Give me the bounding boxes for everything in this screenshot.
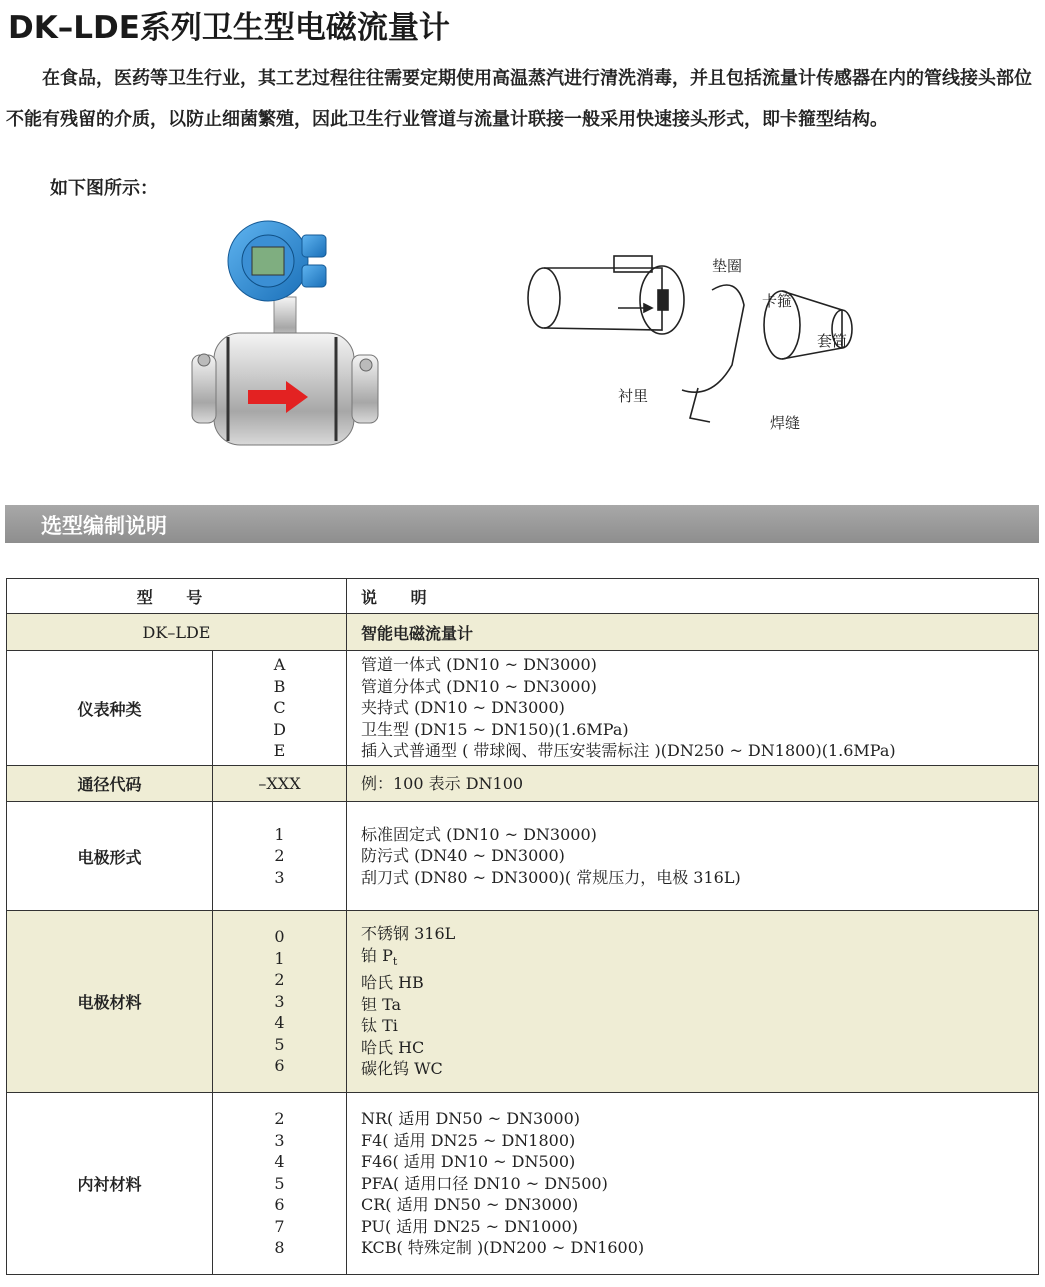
option-desc: 卫生型 (DN15 ~ DN150)(1.6MPa) [361, 719, 629, 739]
option-desc: KCB( 特殊定制 )(DN200 ~ DN1600) [361, 1238, 645, 1258]
option-code: 4 [274, 1152, 285, 1172]
option-code: 7 [274, 1216, 285, 1236]
option-desc: 标准固定式 (DN10 ~ DN3000) [361, 824, 597, 844]
header-desc: 说 明 [347, 579, 1039, 614]
option-desc: 夹持式 (DN10 ~ DN3000) [361, 698, 565, 718]
option-code: 2 [274, 1109, 285, 1129]
option-code: 6 [274, 1056, 285, 1076]
option-code: D [273, 719, 286, 739]
option-code: 5 [274, 1173, 285, 1193]
table-row-electrode-material [7, 911, 1039, 1093]
label-liner: 衬里 [618, 387, 649, 405]
option-code: 3 [274, 1130, 285, 1150]
option-code: –XXX [258, 773, 301, 793]
group-descs [347, 802, 1039, 911]
model-code: DK–LDE [7, 614, 347, 651]
option-code: E [273, 741, 286, 761]
option-code: 3 [274, 991, 285, 1011]
option-desc: F4( 适用 DN25 ~ DN1800) [361, 1130, 576, 1150]
group-codes [213, 1093, 347, 1275]
flowmeter-photo [186, 205, 386, 460]
option-desc: PU( 适用 DN25 ~ DN1000) [361, 1216, 578, 1236]
option-code: 6 [274, 1195, 285, 1215]
table-row-type [7, 651, 1039, 766]
option-desc: CR( 适用 DN50 ~ DN3000) [361, 1195, 579, 1215]
label-gasket: 垫圈 [712, 257, 743, 275]
option-code: 4 [274, 1013, 285, 1033]
option-desc: 管道一体式 (DN10 ~ DN3000) [361, 655, 597, 675]
group-label: 电极材料 [7, 911, 213, 1093]
option-desc: 碳化钨 WC [361, 1059, 443, 1079]
option-code: 1 [274, 824, 285, 844]
group-descs [347, 1093, 1039, 1275]
option-desc: 插入式普通型 ( 带球阀、带压安装需标注 )(DN250 ~ DN1800)(1.6MPa) [361, 741, 896, 761]
option-code: 2 [274, 846, 285, 866]
label-clamp: 卡箍 [762, 292, 793, 310]
model-desc: 智能电磁流量计 [347, 614, 1039, 651]
table-row-bore [7, 766, 1039, 802]
figure-caption: 如下图所示： [50, 178, 158, 199]
group-codes [213, 766, 347, 802]
option-code: 0 [274, 927, 285, 947]
option-desc: F46( 适用 DN10 ~ DN500) [361, 1152, 576, 1172]
option-desc: 刮刀式 (DN80 ~ DN3000)( 常规压力，电极 316L) [361, 867, 741, 887]
table-row-model [7, 614, 1039, 651]
group-label: 内衬材料 [7, 1093, 213, 1275]
option-desc: 钛 Ti [361, 1016, 398, 1036]
table-row-liner-material [7, 1093, 1039, 1275]
group-descs [347, 651, 1039, 766]
group-label: 通径代码 [7, 766, 213, 802]
group-descs [347, 766, 1039, 802]
intro-paragraph: 在食品，医药等卫生行业，其工艺过程往往需要定期使用高温蒸汽进行清洗消毒，并且包括流量计传感器在内的管线接头部位不能有残留的介质，以防止细菌繁殖，因此卫生行业管道与流量计联接一般采用快速接头形式，即卡箍型结构。 [6, 68, 1032, 130]
subscript: t [392, 954, 398, 968]
group-label: 电极形式 [7, 802, 213, 911]
option-code: 8 [274, 1238, 285, 1258]
option-desc: 哈氏 HC [361, 1037, 425, 1057]
section-header-bar [5, 505, 1039, 543]
option-desc: 管道分体式 (DN10 ~ DN3000) [361, 676, 597, 696]
group-label: 仪表种类 [7, 651, 213, 766]
section-title: 选型编制说明 [41, 514, 167, 538]
option-desc: 铂 $P_t$ [361, 945, 398, 968]
option-code: 3 [274, 867, 285, 887]
table-header-row [7, 579, 1039, 614]
option-code: A [273, 655, 286, 675]
group-descs [347, 911, 1039, 1093]
option-code: 1 [274, 948, 285, 968]
option-desc: 不锈钢 316L [361, 924, 456, 944]
option-desc: NR( 适用 DN50 ~ DN3000) [361, 1109, 581, 1129]
option-desc: 例：100 表示 DN100 [361, 773, 524, 793]
clamp-structure-diagram [522, 250, 862, 440]
label-sleeve: 套筒 [817, 332, 848, 350]
group-codes [213, 911, 347, 1093]
option-desc: 钽 Ta [361, 994, 402, 1014]
model-selection-table [6, 578, 1039, 1275]
option-desc: 防污式 (DN40 ~ DN3000) [361, 846, 565, 866]
table-row-electrode-form [7, 802, 1039, 911]
label-weld: 焊缝 [770, 414, 801, 432]
option-code: 5 [274, 1034, 285, 1054]
option-code: B [273, 676, 286, 696]
group-codes [213, 802, 347, 911]
option-code: C [273, 698, 286, 718]
option-code: 2 [274, 970, 285, 990]
option-desc: PFA( 适用口径 DN10 ~ DN500) [361, 1173, 608, 1193]
option-desc: 哈氏 HB [361, 973, 424, 993]
header-model: 型 号 [7, 579, 347, 614]
page-title: DK–LDE系列卫生型电磁流量计 [8, 10, 450, 46]
group-codes [213, 651, 347, 766]
